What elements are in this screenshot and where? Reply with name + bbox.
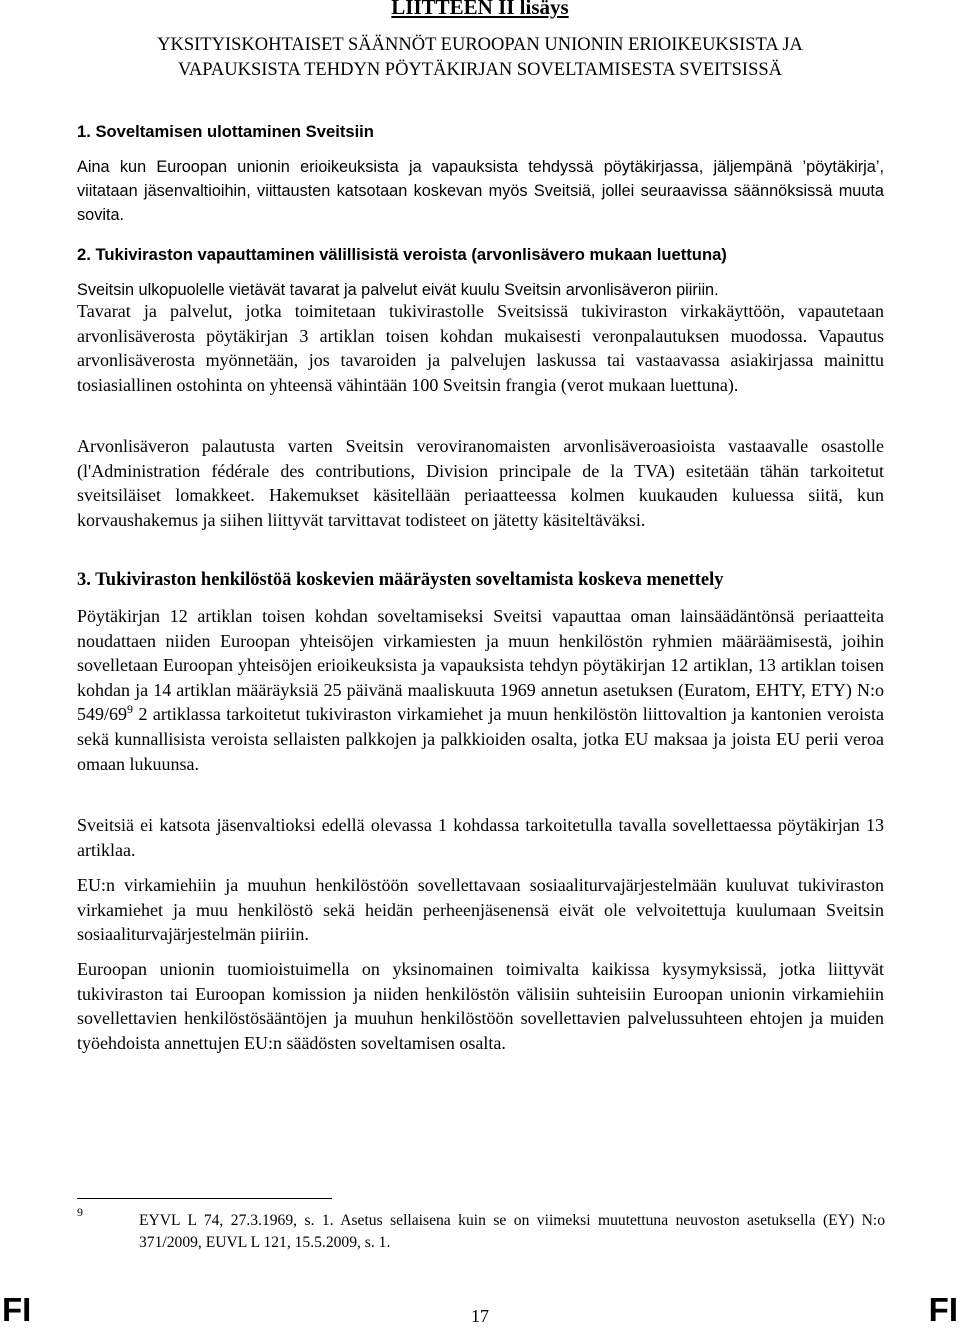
page-number: 17 (471, 1306, 489, 1326)
footnote-text: EYVL L 74, 27.3.1969, s. 1. Asetus sellaisena kuin se on viimeksi muutettuna neuvoston asetuksella (EY) N:o 371/2009, EUVL L 121, 15.5.2009, s. 1. (139, 1212, 885, 1251)
section-3-body (77, 604, 884, 776)
footer-language-left: FI (2, 1291, 32, 1328)
section-2-body-2 (77, 434, 884, 532)
footnote-ref: 9 (127, 702, 134, 717)
section-1-heading: 1. Soveltamisen ulottaminen Sveitsiin (77, 122, 374, 141)
paragraph (77, 604, 884, 776)
section-1-body (77, 155, 884, 227)
paragraph: Sveitsin ulkopuolelle vietävät tavarat ja palvelut eivät kuulu Sveitsin arvonlisäveron piiriin. (77, 281, 719, 299)
section-3-heading: 3. Tukiviraston henkilöstöä koskevien määräysten soveltamista koskeva menettely (77, 570, 724, 590)
title-line-2: VAPAUKSISTA TEHDYN PÖYTÄKIRJAN SOVELTAMISESTA SVEITSISSÄ (177, 60, 783, 80)
sentence: Pöytäkirjan 12 artiklan toisen kohdan soveltamiseksi Sveitsi vapauttaa oman lainsäädäntönsä periaatteita noudattaen niiden Euroopan yhteisöjen virkamiesten ja muun henkilöstön ryhmien määräämisestä, joihin sovelletaan Euroopan yhteisöjen erioikeuksista ja vapauksista tehdyn pöytäkirjan 12 artiklan, 13 artiklan toisen kohdan ja 14 artiklan määräyksiä 25 päivänä maaliskuuta 1969 annetun asetuksen (Euratom, EHTY, ETY) N:o 549/69 (77, 606, 884, 725)
document-title (0, 33, 960, 83)
section-3-body-4 (77, 957, 884, 1055)
section-3-body-2 (77, 813, 884, 862)
footnote-number: 9 (77, 1205, 83, 1219)
paragraph (77, 434, 884, 532)
paragraph: Aina kun Euroopan unionin erioikeuksista ja vapauksista tehdyssä pöytäkirjassa, jäljempänä ’pöytäkirja’, viitataan jäsenvaltioihin, viittausten katsotaan koskevan myös Sveitsiä, jollei seuraavissa säännöksissä muuta sovita. (77, 158, 884, 224)
section-3-body-3 (77, 873, 884, 947)
sentence: Tavarat ja palvelut, jotka toimitetaan tukivirastolle Sveitsissä tukiviraston virkakäyttöön, vapautetaan arvonlisäverosta pöytäkirjan 3 artiklan toisen kohdan mukaisesti veronpalautuksen muodossa. (77, 301, 884, 346)
section-2-body (77, 299, 884, 397)
sentence: Vapautus arvonlisäverosta myönnetään, jos tavaroiden ja palvelujen laskussa tai vastaavassa asiakirjassa mainittu tosiasiallinen ostohinta on yhteensä vähintään 100 Sveitsin frangia (verot mukaan luettuna). (77, 325, 884, 395)
title-line-1: YKSITYISKOHTAISET SÄÄNNÖT EUROOPAN UNIONIN ERIOIKEUKSISTA JA (157, 35, 803, 55)
sentence: 2 artiklassa tarkoitetut tukiviraston virkamiehet ja muun henkilöstön liittovaltion ja kantonien veroista sekä kunnallisista veroista sellaisten palkkojen ja palkkioiden osalta, jotka EU maksaa ja joista EU perii veroa omaan lukuunsa. (77, 704, 884, 774)
paragraph (77, 299, 884, 397)
paragraph: Euroopan unionin tuomioistuimella on yksinomainen toimivalta kaikissa kysymyksissä, jotka liittyvät tukiviraston tai Euroopan komission ja niiden henkilöstön välisiin suhteisiin Euroopan unionin virkamiehiin sovellettavien henkilöstösääntöjen ja muuhun henkilöstöön sovellettavien palvelussuhteen ehtojen ja muiden työehdoista annettujen EU:n säädösten soveltamisen osalta. (77, 959, 884, 1053)
footnote-separator (77, 1198, 332, 1199)
section-2-heading: 2. Tukiviraston vapauttaminen välillisistä veroista (arvonlisävero mukaan luettuna) (77, 245, 727, 264)
paragraph: Sveitsiä ei katsota jäsenvaltioksi edellä olevassa 1 kohdassa tarkoitetulla tavalla sovellettaessa pöytäkirjan 13 artiklaa. (77, 815, 884, 860)
annex-label: LIITTEEN II lisäys (391, 0, 569, 19)
sentence: Hakemukset käsitellään periaatteessa kolmen kuukauden kuluessa siitä, kun korvaushakemus ja siihen liittyvät tarvittavat todisteet on jätetty käsiteltäväksi. (77, 485, 884, 530)
paragraph: EU:n virkamiehiin ja muuhun henkilöstöön sovellettavaan sosiaaliturvajärjestelmään kuuluvat tukiviraston virkamiehet ja muu henkilöstö sekä heidän perheenjäsenensä eivät ole velvoitettuja kuulumaan Sveitsin sosiaaliturvajärjestelmän piiriin. (77, 875, 884, 945)
sentence: Arvonlisäveron palautusta varten Sveitsin veroviranomaisten arvonlisäveroasioista vastaavalle osastolle (l'Administration fédérale des contributions, Division principale de la TVA) esitetään tähän tarkoitetut sveitsiläiset lomakkeet. (77, 436, 884, 506)
footer-language-right: FI (928, 1291, 958, 1328)
